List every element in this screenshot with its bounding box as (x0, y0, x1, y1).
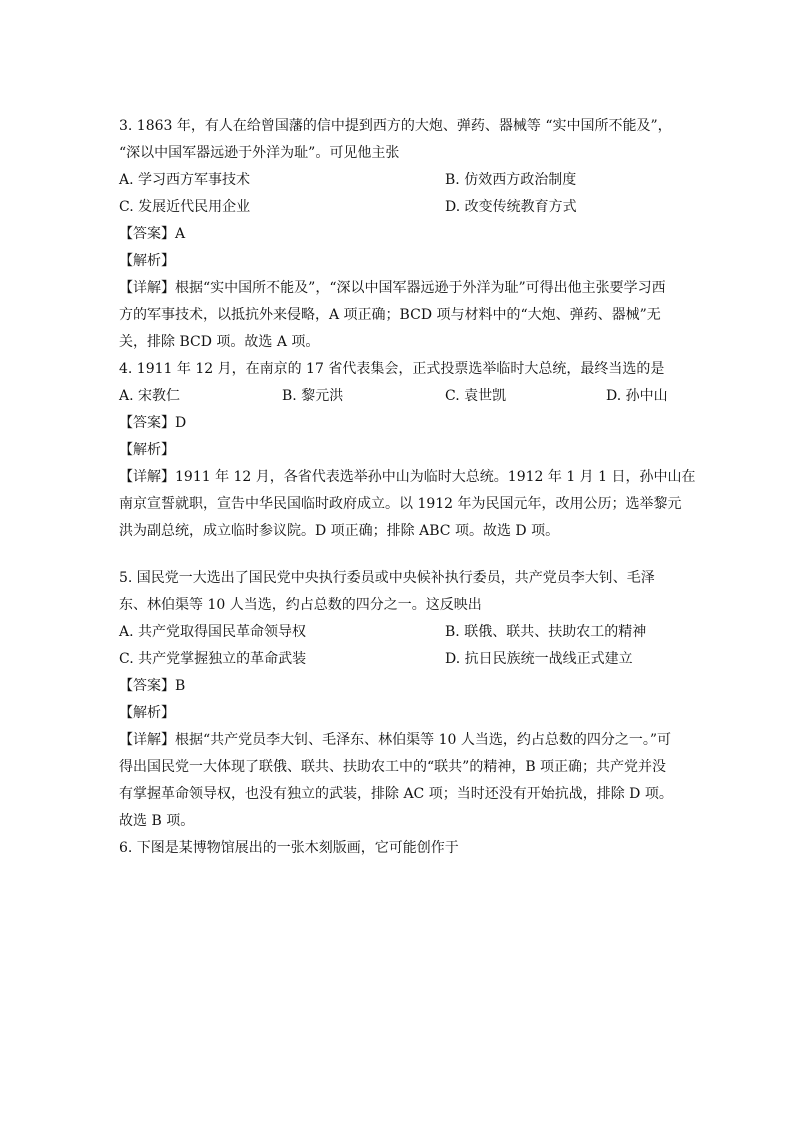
document-page (119, 113, 696, 862)
detail-line-3: 关，排除 BCD 项。故选 A 项。 (119, 334, 320, 350)
question-5-stem-line-2: 东、林伯渠等 10 人当选，约占总数的四分之一。这反映出 (119, 597, 482, 613)
answer: 【答案】B (119, 678, 186, 694)
option-a: A. 宋教仁 (119, 388, 181, 404)
option-c: C. 袁世凯 (445, 388, 507, 404)
detail-line-2: 方的军事技术，以抵抗外来侵略，A 项正确；BCD 项与材料中的“大炮、弹药、器械”无 (119, 307, 661, 323)
question-5 (119, 565, 679, 835)
question-5-options-row-2 (119, 646, 679, 673)
answer: 【答案】D (119, 415, 187, 431)
question-5-options-row-1 (119, 619, 679, 646)
option-c: C. 共产党掌握独立的革命武装 (119, 651, 307, 667)
option-b: B. 黎元洪 (282, 388, 344, 404)
analysis-heading: 【解析】 (119, 442, 175, 458)
question-4 (119, 356, 696, 545)
detail-line-1: 【详解】1911 年 12 月，各省代表选举孙中山为临时大总统。1912 年 1 月 1 日，孙中山在 (119, 469, 696, 485)
option-d: D. 改变传统教育方式 (445, 199, 577, 215)
detail-line-3: 有掌握革命领导权，也没有独立的武装，排除 AC 项；当时还没有开始抗战，排除 D 项。 (119, 786, 673, 802)
option-c: C. 发展近代民用企业 (119, 199, 251, 215)
answer: 【答案】A (119, 226, 186, 242)
spacer (119, 545, 679, 565)
option-b: B. 仿效西方政治制度 (445, 172, 577, 188)
detail-line-4: 故选 B 项。 (119, 813, 195, 829)
option-a: A. 学习西方军事技术 (119, 172, 251, 188)
question-3-stem-line-1: 3. 1863 年，有人在给曾国藩的信中提到西方的大炮、弹药、器械等 “实中国所不能及”， (119, 118, 672, 134)
question-3-stem-line-2: “深以中国军器远逊于外洋为耻”。可见他主张 (119, 145, 400, 161)
detail-line-1: 【详解】根据“共产党员李大钊、毛泽东、林伯渠等 10 人当选，约占总数的四分之一。”可 (119, 732, 672, 748)
option-a: A. 共产党取得国民革命领导权 (119, 624, 307, 640)
detail-line-2: 得出国民党一大体现了联俄、联共、扶助农工中的“联共”的精神，B 项正确；共产党并没 (119, 759, 667, 775)
question-3-options-row-2 (119, 194, 679, 221)
detail-line-2: 南京宣誓就职，宣告中华民国临时政府成立。以 1912 年为民国元年，改用公历；选举黎元 (119, 496, 682, 512)
option-b: B. 联俄、联共、扶助农工的精神 (445, 624, 647, 640)
question-6-stem-line-1: 6. 下图是某博物馆展出的一张木刻版画，它可能创作于 (119, 840, 459, 856)
question-6 (119, 835, 679, 862)
question-3 (119, 113, 679, 356)
option-d: D. 孙中山 (606, 388, 668, 404)
question-4-options-row (119, 383, 679, 410)
question-3-options-row-1 (119, 167, 679, 194)
question-5-stem-line-1: 5. 国民党一大选出了国民党中央执行委员或中央候补执行委员，共产党员李大钊、毛泽 (119, 570, 655, 586)
option-d: D. 抗日民族统一战线正式建立 (445, 651, 633, 667)
detail-line-1: 【详解】根据“实中国所不能及”，“深以中国军器远逊于外洋为耻”可得出他主张要学习西 (119, 280, 666, 296)
detail-line-3: 洪为副总统，成立临时参议院。D 项正确；排除 ABC 项。故选 D 项。 (119, 523, 560, 539)
analysis-heading: 【解析】 (119, 253, 175, 269)
analysis-heading: 【解析】 (119, 705, 175, 721)
question-4-stem-line-1: 4. 1911 年 12 月，在南京的 17 省代表集会，正式投票选举临时大总统，最终当选的是 (119, 361, 665, 377)
